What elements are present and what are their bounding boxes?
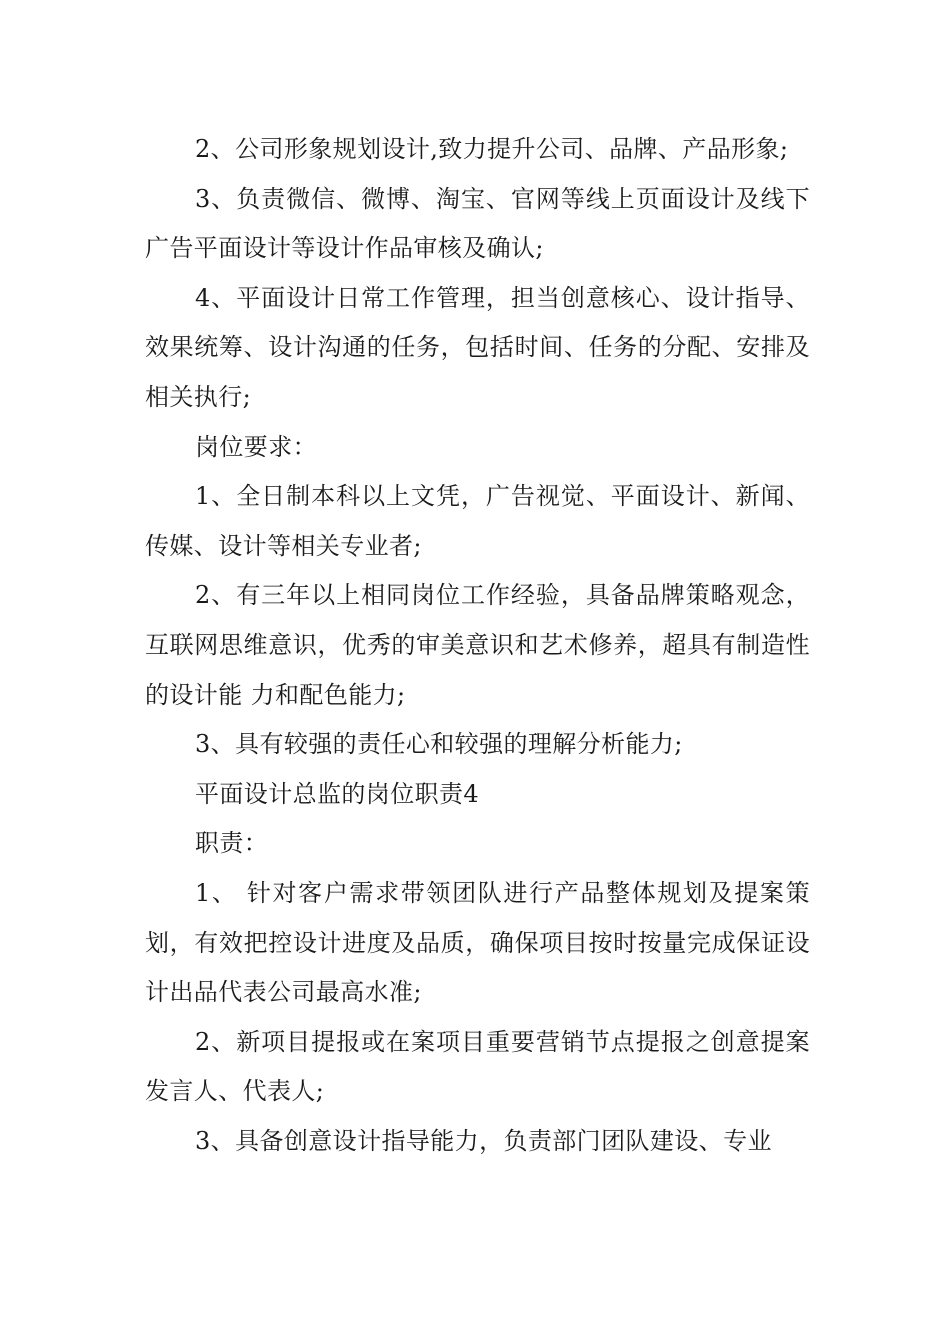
paragraph-requirement-2: 2、有三年以上相同岗位工作经验，具备品牌策略观念，互联网思维意识，优秀的审美意识和艺术修养，超具有制造性的设计能 力和配色能力; [145, 581, 810, 709]
paragraph-duty-2: 2、公司形象规划设计,致力提升公司、品牌、产品形象; [195, 135, 789, 163]
heading-requirements: 岗位要求： [195, 432, 317, 461]
paragraph-duty-3: 3、负责微信、微博、淘宝、官网等线上页面设计及线下广告平面设计等设计作品审核及确认; [145, 184, 810, 263]
paragraph-section4-duty-3: 3、具备创意设计指导能力，负责部门团队建设、专业 [195, 1126, 772, 1155]
heading-duties: 职责： [195, 829, 269, 858]
section-title: 平面设计总监的岗位职责4 [195, 779, 480, 808]
paragraph-section4-duty-1: 1、 针对客户需求带领团队进行产品整体规划及提案策划，有效把控设计进度及品质，确保项目按时按量完成保证设计出品代表公司最高水准; [145, 878, 810, 1007]
paragraph-section4-duty-2: 2、新项目提报或在案项目重要营销节点提报之创意提案发言人、代表人; [145, 1027, 810, 1106]
paragraph-requirement-3: 3、具有较强的责任心和较强的理解分析能力; [195, 730, 683, 759]
paragraph-duty-4: 4、平面设计日常工作管理，担当创意核心、设计指导、效果统筹、设计沟通的任务，包括时间、任务的分配、安排及相关执行; [145, 283, 810, 411]
paragraph-requirement-1: 1、全日制本科以上文凭，广告视觉、平面设计、新闻、传媒、设计等相关专业者; [145, 482, 810, 560]
document-body [145, 125, 810, 1166]
